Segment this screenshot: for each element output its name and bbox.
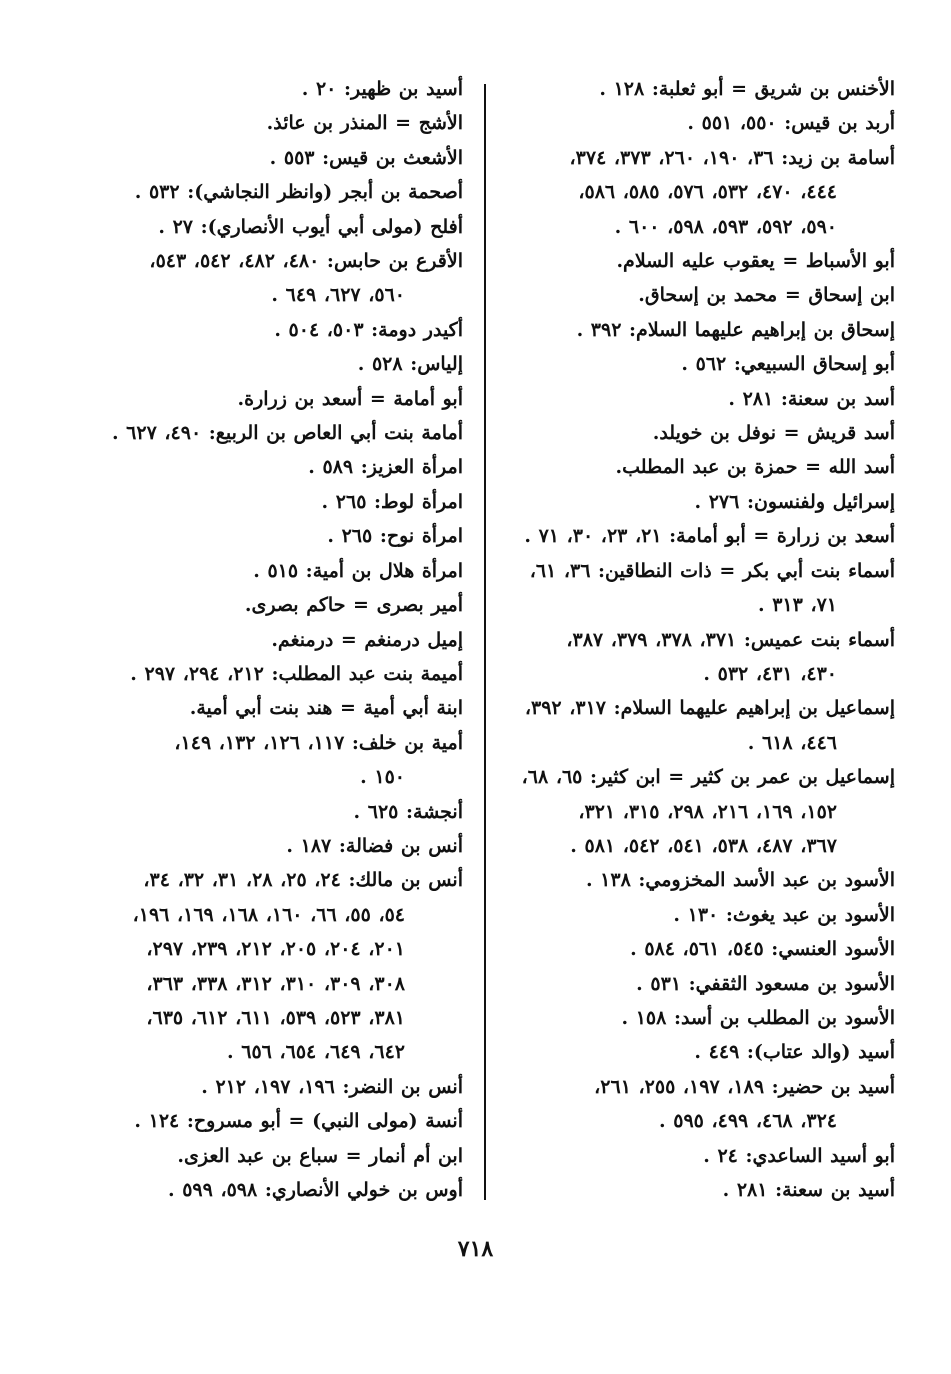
index-entry: ١٥٢، ١٦٩، ٢١٦، ٢٩٨، ٣١٥، ٣٢١، xyxy=(578,800,837,823)
index-entry: أسامة بن زيد: ٣٦، ١٩٠، ٢٦٠، ٣٧٣، ٣٧٤، xyxy=(569,146,895,169)
index-entry: ٢٠١، ٢٠٤، ٢٠٥، ٢١٢، ٢٣٩، ٢٩٧، xyxy=(146,938,405,961)
index-entry: الأسود بن عبد الأسد المخزومي: ١٣٨ . xyxy=(585,869,895,892)
index-entry: ابن أم أنمار = سباع بن عبد العزى. xyxy=(177,1144,463,1167)
index-entry: أسعد بن زرارة = أبو أمامة: ٢١، ٢٣، ٣٠، ٧١ . xyxy=(524,525,895,548)
index-entry: إسماعيل بن إبراهيم عليهما السلام: ٣١٧، ٣٩٢، xyxy=(524,697,895,720)
index-entry: إسماعيل بن عمر بن كثير = ابن كثير: ٦٥، ٦٨، xyxy=(521,766,895,789)
index-entry: ٧١، ٣١٣ . xyxy=(757,594,837,617)
index-entry: إميل درمنغم = درمنغم. xyxy=(271,628,463,651)
index-entry: ٣٠٨، ٣٠٩، ٣١٠، ٣١٢، ٣٣٨، ٣٦٣، xyxy=(146,972,405,995)
index-entry: الأسود بن مسعود الثقفي: ٥٣١ . xyxy=(636,972,895,995)
column-divider xyxy=(484,84,486,1200)
index-entry: أبو أسيد الساعدي: ٢٤ . xyxy=(703,1144,895,1167)
index-entry: أسيد بن ظهير: ٢٠ . xyxy=(301,78,463,100)
index-entry: الأقرع بن حابس: ٤٨٠، ٤٨٢، ٥٤٢، ٥٤٣، xyxy=(149,250,463,273)
index-entry: أسماء بنت أبي بكر = ذات النطاقين: ٣٦، ٦١، xyxy=(529,559,895,582)
index-entry: أميمة بنت عبد المطلب: ٢١٢، ٢٩٤، ٢٩٧ . xyxy=(130,662,463,685)
index-entry: أنسة (مولى النبي) = أبو مسروح: ١٢٤ . xyxy=(134,1110,463,1133)
index-entry: امرأة العزيز: ٥٨٩ . xyxy=(308,456,463,479)
index-entry: ٣٢٤، ٤٦٨، ٤٩٩، ٥٩٥ . xyxy=(659,1110,837,1133)
index-entry: ١٥٠ . xyxy=(360,766,405,789)
index-entry: أنس بن مالك: ٢٤، ٢٥، ٢٨، ٣١، ٣٢، ٣٤، xyxy=(143,869,463,892)
page-number: ٧١٨ xyxy=(457,1236,494,1262)
index-entry: أسيد (والد عتاب): ٤٤٩ . xyxy=(694,1041,895,1064)
index-entry: أسيد بن حضير: ١٨٩، ١٩٧، ٢٥٥، ٢٦١، xyxy=(594,1075,895,1098)
index-column-left xyxy=(45,72,463,1207)
index-entry: أنس بن فضالة: ١٨٧ . xyxy=(286,834,463,857)
index-entry: أنس بن النضر: ١٩٦، ١٩٧، ٢١٢ . xyxy=(201,1075,463,1098)
index-entry: الأسود بن عبد يغوث: ١٣٠ . xyxy=(673,903,895,926)
index-entry: ٣٨١، ٥٢٣، ٥٣٩، ٦١١، ٦١٢، ٦٣٥، xyxy=(146,1006,405,1029)
index-entry: الأسود العنسي: ٥٤٥، ٥٦١، ٥٨٤ . xyxy=(630,938,895,961)
index-entry: إلياس: ٥٢٨ . xyxy=(357,353,463,376)
index-entry: أمامة بنت أبي العاص بن الربيع: ٤٩٠، ٦٢٧ . xyxy=(111,422,463,445)
index-entry: إسحاق بن إبراهيم عليهما السلام: ٣٩٢ . xyxy=(576,318,895,341)
index-entry: أبو إسحاق السبيعي: ٥٦٢ . xyxy=(681,353,895,376)
index-entry: أربد بن قيس: ٥٥٠، ٥٥١ . xyxy=(687,112,895,135)
index-entry: أوس بن خولي الأنصاري: ٥٩٨، ٥٩٩ . xyxy=(167,1179,463,1201)
index-entry: ٦٤٢، ٦٤٩، ٦٥٤، ٦٥٦ . xyxy=(227,1041,405,1064)
index-entry: الأشج = المنذر بن عائذ. xyxy=(266,112,463,135)
index-entry: أسد بن سعنة: ٢٨١ . xyxy=(728,387,895,410)
index-column-right xyxy=(495,72,895,1207)
index-entry: امرأة نوح: ٢٦٥ . xyxy=(327,525,463,548)
index-entry: ابن إسحاق = محمد بن إسحاق. xyxy=(638,284,895,307)
index-entry: أسماء بنت عميس: ٣٧١، ٣٧٨، ٣٧٩، ٣٨٧، xyxy=(566,628,895,651)
index-entry: أصحمة بن أبجر (وانظر النجاشي): ٥٣٢ . xyxy=(134,181,463,204)
index-entry: إسرائيل ولفنسون: ٢٧٦ . xyxy=(694,490,895,513)
index-entry: أمير بصرى = حاكم بصرى. xyxy=(244,594,463,617)
index-entry: أفلح (مولى أبي أيوب الأنصاري): ٢٧ . xyxy=(158,215,463,238)
index-entry: ابنة أبي أمية = هند بنت أبي أمية. xyxy=(189,697,463,720)
index-entry: ٥٩٠، ٥٩٢، ٥٩٣، ٥٩٨، ٦٠٠ . xyxy=(614,215,837,238)
index-entry: الأشعث بن قيس: ٥٥٣ . xyxy=(269,146,463,169)
index-entry: امرأة هلال بن أمية: ٥١٥ . xyxy=(253,559,463,582)
index-entry: ٥٦٠، ٦٢٧، ٦٤٩ . xyxy=(271,284,405,307)
index-entry: ٤٤٤، ٤٧٠، ٥٣٢، ٥٧٦، ٥٨٥، ٥٨٦، xyxy=(578,181,837,204)
index-entry: ٣٦٧، ٤٨٧، ٥٣٨، ٥٤١، ٥٤٢، ٥٨١ . xyxy=(570,834,837,857)
index-entry: الأسود بن المطلب بن أسد: ١٥٨ . xyxy=(621,1006,895,1029)
index-entry: أمية بن خلف: ١١٧، ١٢٦، ١٣٢، ١٤٩، xyxy=(174,731,463,754)
index-entry: أنجشة: ٦٢٥ . xyxy=(353,800,463,823)
index-entry: أكيدر دومة: ٥٠٣، ٥٠٤ . xyxy=(274,318,463,341)
index-entry: أسيد بن سعنة: ٢٨١ . xyxy=(722,1179,895,1201)
index-entry: ٥٤، ٥٥، ٦٦، ١٦٠، ١٦٨، ١٦٩، ١٩٦، xyxy=(132,903,405,926)
index-entry: أسد الله = حمزة بن عبد المطلب. xyxy=(615,456,895,479)
index-entry: ٤٣٠، ٤٣١، ٥٣٢ . xyxy=(703,662,837,685)
index-entry: ٤٤٦، ٦١٨ . xyxy=(747,731,837,754)
index-entry: أسد قريش = نوفل بن خويلد. xyxy=(652,422,895,445)
index-entry: أبو الأسباط = يعقوب عليه السلام. xyxy=(616,250,895,273)
index-entry: الأخنس بن شريق = أبو ثعلبة: ١٢٨ . xyxy=(599,78,895,100)
index-entry: أبو أمامة = أسعد بن زرارة. xyxy=(237,387,463,410)
index-entry: امرأة لوط: ٢٦٥ . xyxy=(321,490,463,513)
